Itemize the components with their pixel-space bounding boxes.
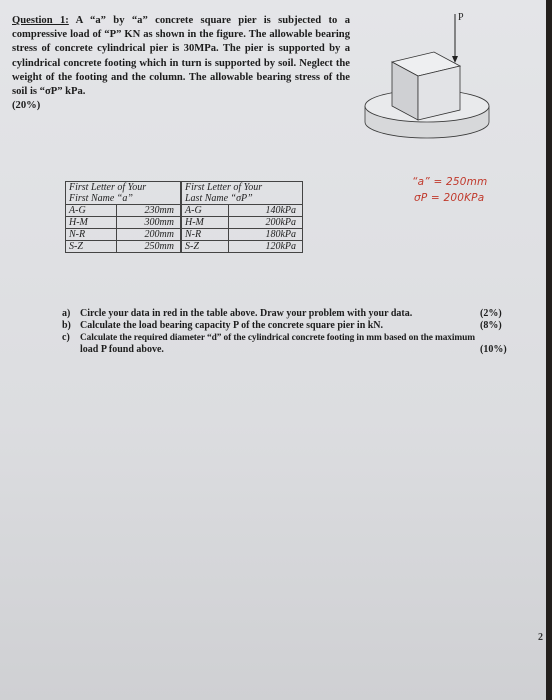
range-b: S-Z <box>181 241 229 253</box>
range-b: N-R <box>181 229 229 241</box>
value-a: 300mm <box>117 217 182 229</box>
list-item <box>62 320 532 332</box>
value-a: 250mm <box>117 241 182 253</box>
data-table <box>65 181 303 253</box>
range-a: H-M <box>66 217 117 229</box>
header-right-2: Last Name “σP” <box>181 193 303 205</box>
pier-footing-figure <box>362 6 492 146</box>
table-row <box>66 217 303 229</box>
header-left-1: First Letter of Your <box>66 182 182 194</box>
item-marker: a) <box>62 308 71 319</box>
question-percent: (20%) <box>12 100 41 112</box>
load-label: P <box>458 12 464 23</box>
list-item <box>62 308 532 320</box>
value-sigma: 140kPa <box>229 205 303 217</box>
range-b: H-M <box>181 217 229 229</box>
list-item <box>62 344 532 356</box>
item-text: Calculate the load bearing capacity P of the concrete square pier in kN. <box>80 320 384 331</box>
item-text: Calculate the required diameter “d” of the cylindrical concrete footing in mm based on the maximum <box>80 333 475 343</box>
pier-side <box>418 66 460 120</box>
list-item <box>62 332 532 344</box>
header-right-1: First Letter of Your <box>181 182 303 194</box>
question-body: A “a” by “a” concrete square pier is subjected to a compressive load of “P” KN as shown in the figure. The allowable bearing stress of concrete cylindrical pier is 30MPa. The pier is supported by a cylindrical concrete footing which in turn is supported by soil. Neglect the weight of the footing and the column. The allowable bearing stress of the soil is “σP” kPa. <box>12 15 350 98</box>
table-row <box>66 205 303 217</box>
range-b: A-G <box>181 205 229 217</box>
value-a: 200mm <box>117 229 182 241</box>
pier-footing-drawing <box>362 6 492 146</box>
value-sigma: 120kPa <box>229 241 303 253</box>
range-a: A-G <box>66 205 117 217</box>
handwritten-a-value: “a” = 250mm <box>412 176 488 188</box>
question-text <box>12 14 350 113</box>
table-row <box>66 241 303 253</box>
header-left-2: First Name “a” <box>66 193 182 205</box>
range-a: S-Z <box>66 241 117 253</box>
sub-question-list <box>62 308 532 356</box>
value-sigma: 200kPa <box>229 217 303 229</box>
range-a: N-R <box>66 229 117 241</box>
handwritten-sigma-value: σP = 200KPa <box>414 192 485 204</box>
item-score: (10%) <box>480 344 507 355</box>
table-row <box>66 229 303 241</box>
page-number: 2 <box>538 632 543 643</box>
item-text: load P found above. <box>80 344 164 355</box>
item-text: Circle your data in red in the table above. Draw your problem with your data. <box>80 308 413 319</box>
value-a: 230mm <box>117 205 182 217</box>
item-score: (8%) <box>480 320 502 331</box>
value-sigma: 180kPa <box>229 229 303 241</box>
item-marker: c) <box>62 332 70 343</box>
item-marker: b) <box>62 320 71 331</box>
question-label: Question 1: <box>12 15 69 26</box>
item-score: (2%) <box>480 308 502 319</box>
